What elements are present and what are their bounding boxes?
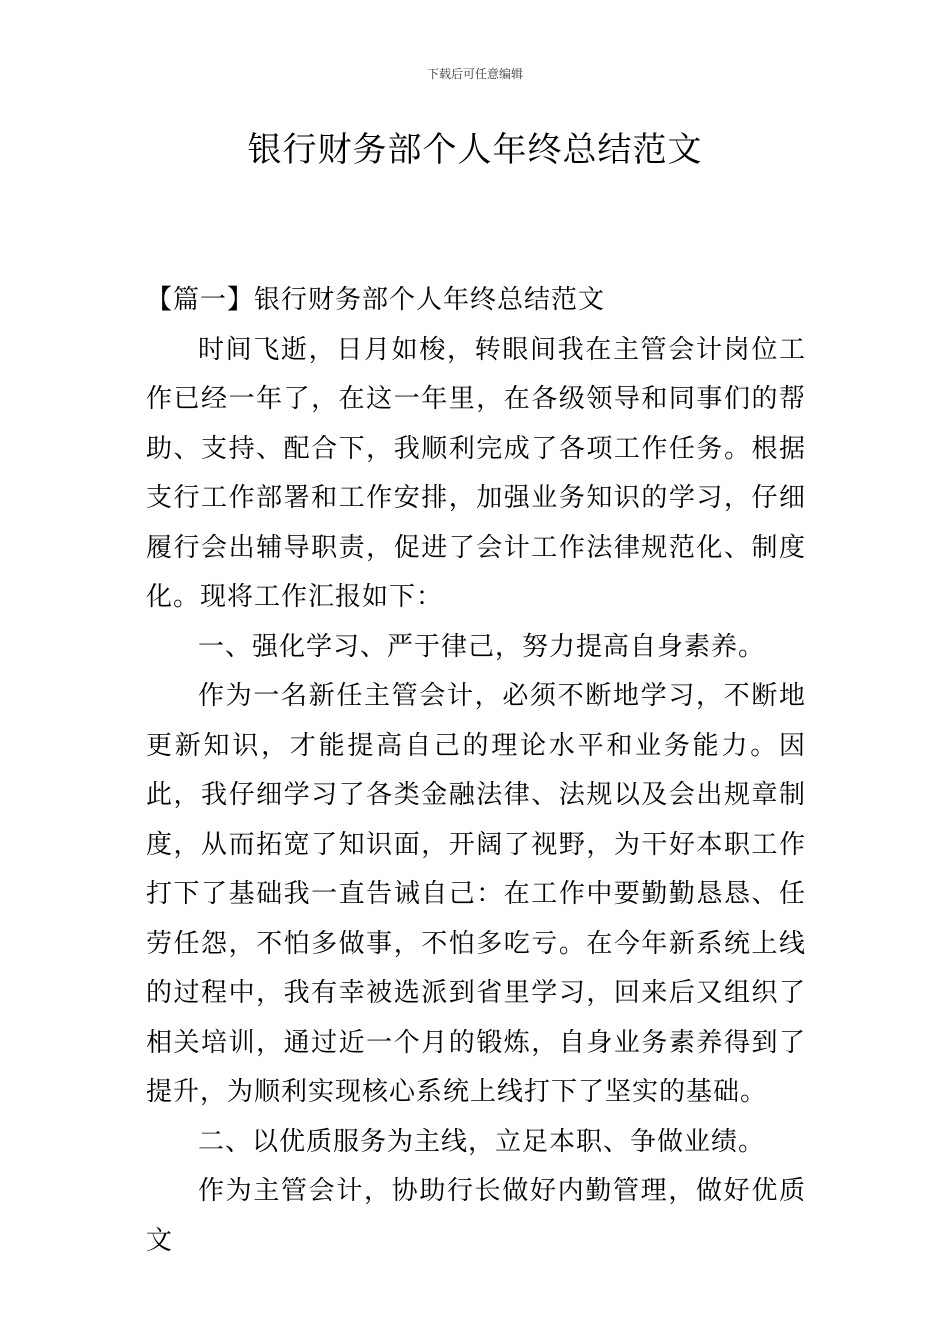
document-title: 银行财务部个人年终总结范文 xyxy=(247,130,703,170)
paragraph-heading-two: 二、以优质服务为主线，立足本职、争做业绩。 xyxy=(198,1126,766,1157)
header-note: 下载后可任意编辑 xyxy=(426,67,523,81)
section-heading: 【篇一】银行财务部个人年终总结范文 xyxy=(146,285,606,315)
paragraph-service: 作为主管会计，协助行长做好内勤管理，做好优质文 xyxy=(146,1176,806,1256)
paragraph-intro: 时间飞逝，日月如梭，转眼间我在主管会计岗位工作已经一年了，在这一年里，在各级领导和同事们的帮助、支持、配合下，我顺利完成了各项工作任务。根据支行工作部署和工作安排，加强业务知识的学习，仔细履行会出辅导职责，促进了会计工作法律规范化、制度化。现将工作汇报如下： xyxy=(146,334,806,612)
paragraph-learning: 作为一名新任主管会计，必须不断地学习，不断地更新知识，才能提高自己的理论水平和业务能力。因此，我仔细学习了各类金融法律、法规以及会出规章制度，从而拓宽了知识面，开阔了视野，为干好本职工作打下了基础我一直告诫自己：在工作中要勤勤恳恳、任劳任怨，不怕多做事，不怕多吃亏。在今年新系统上线的过程中，我有幸被选派到省里学习，回来后又组织了相关培训，通过近一个月的锻炼，自身业务素养得到了提升，为顺利实现核心系统上线打下了坚实的基础。 xyxy=(146,681,806,1107)
paragraph-heading-one: 一、强化学习、严于律己，努力提高自身素养。 xyxy=(198,631,766,662)
document-body xyxy=(146,276,806,1266)
